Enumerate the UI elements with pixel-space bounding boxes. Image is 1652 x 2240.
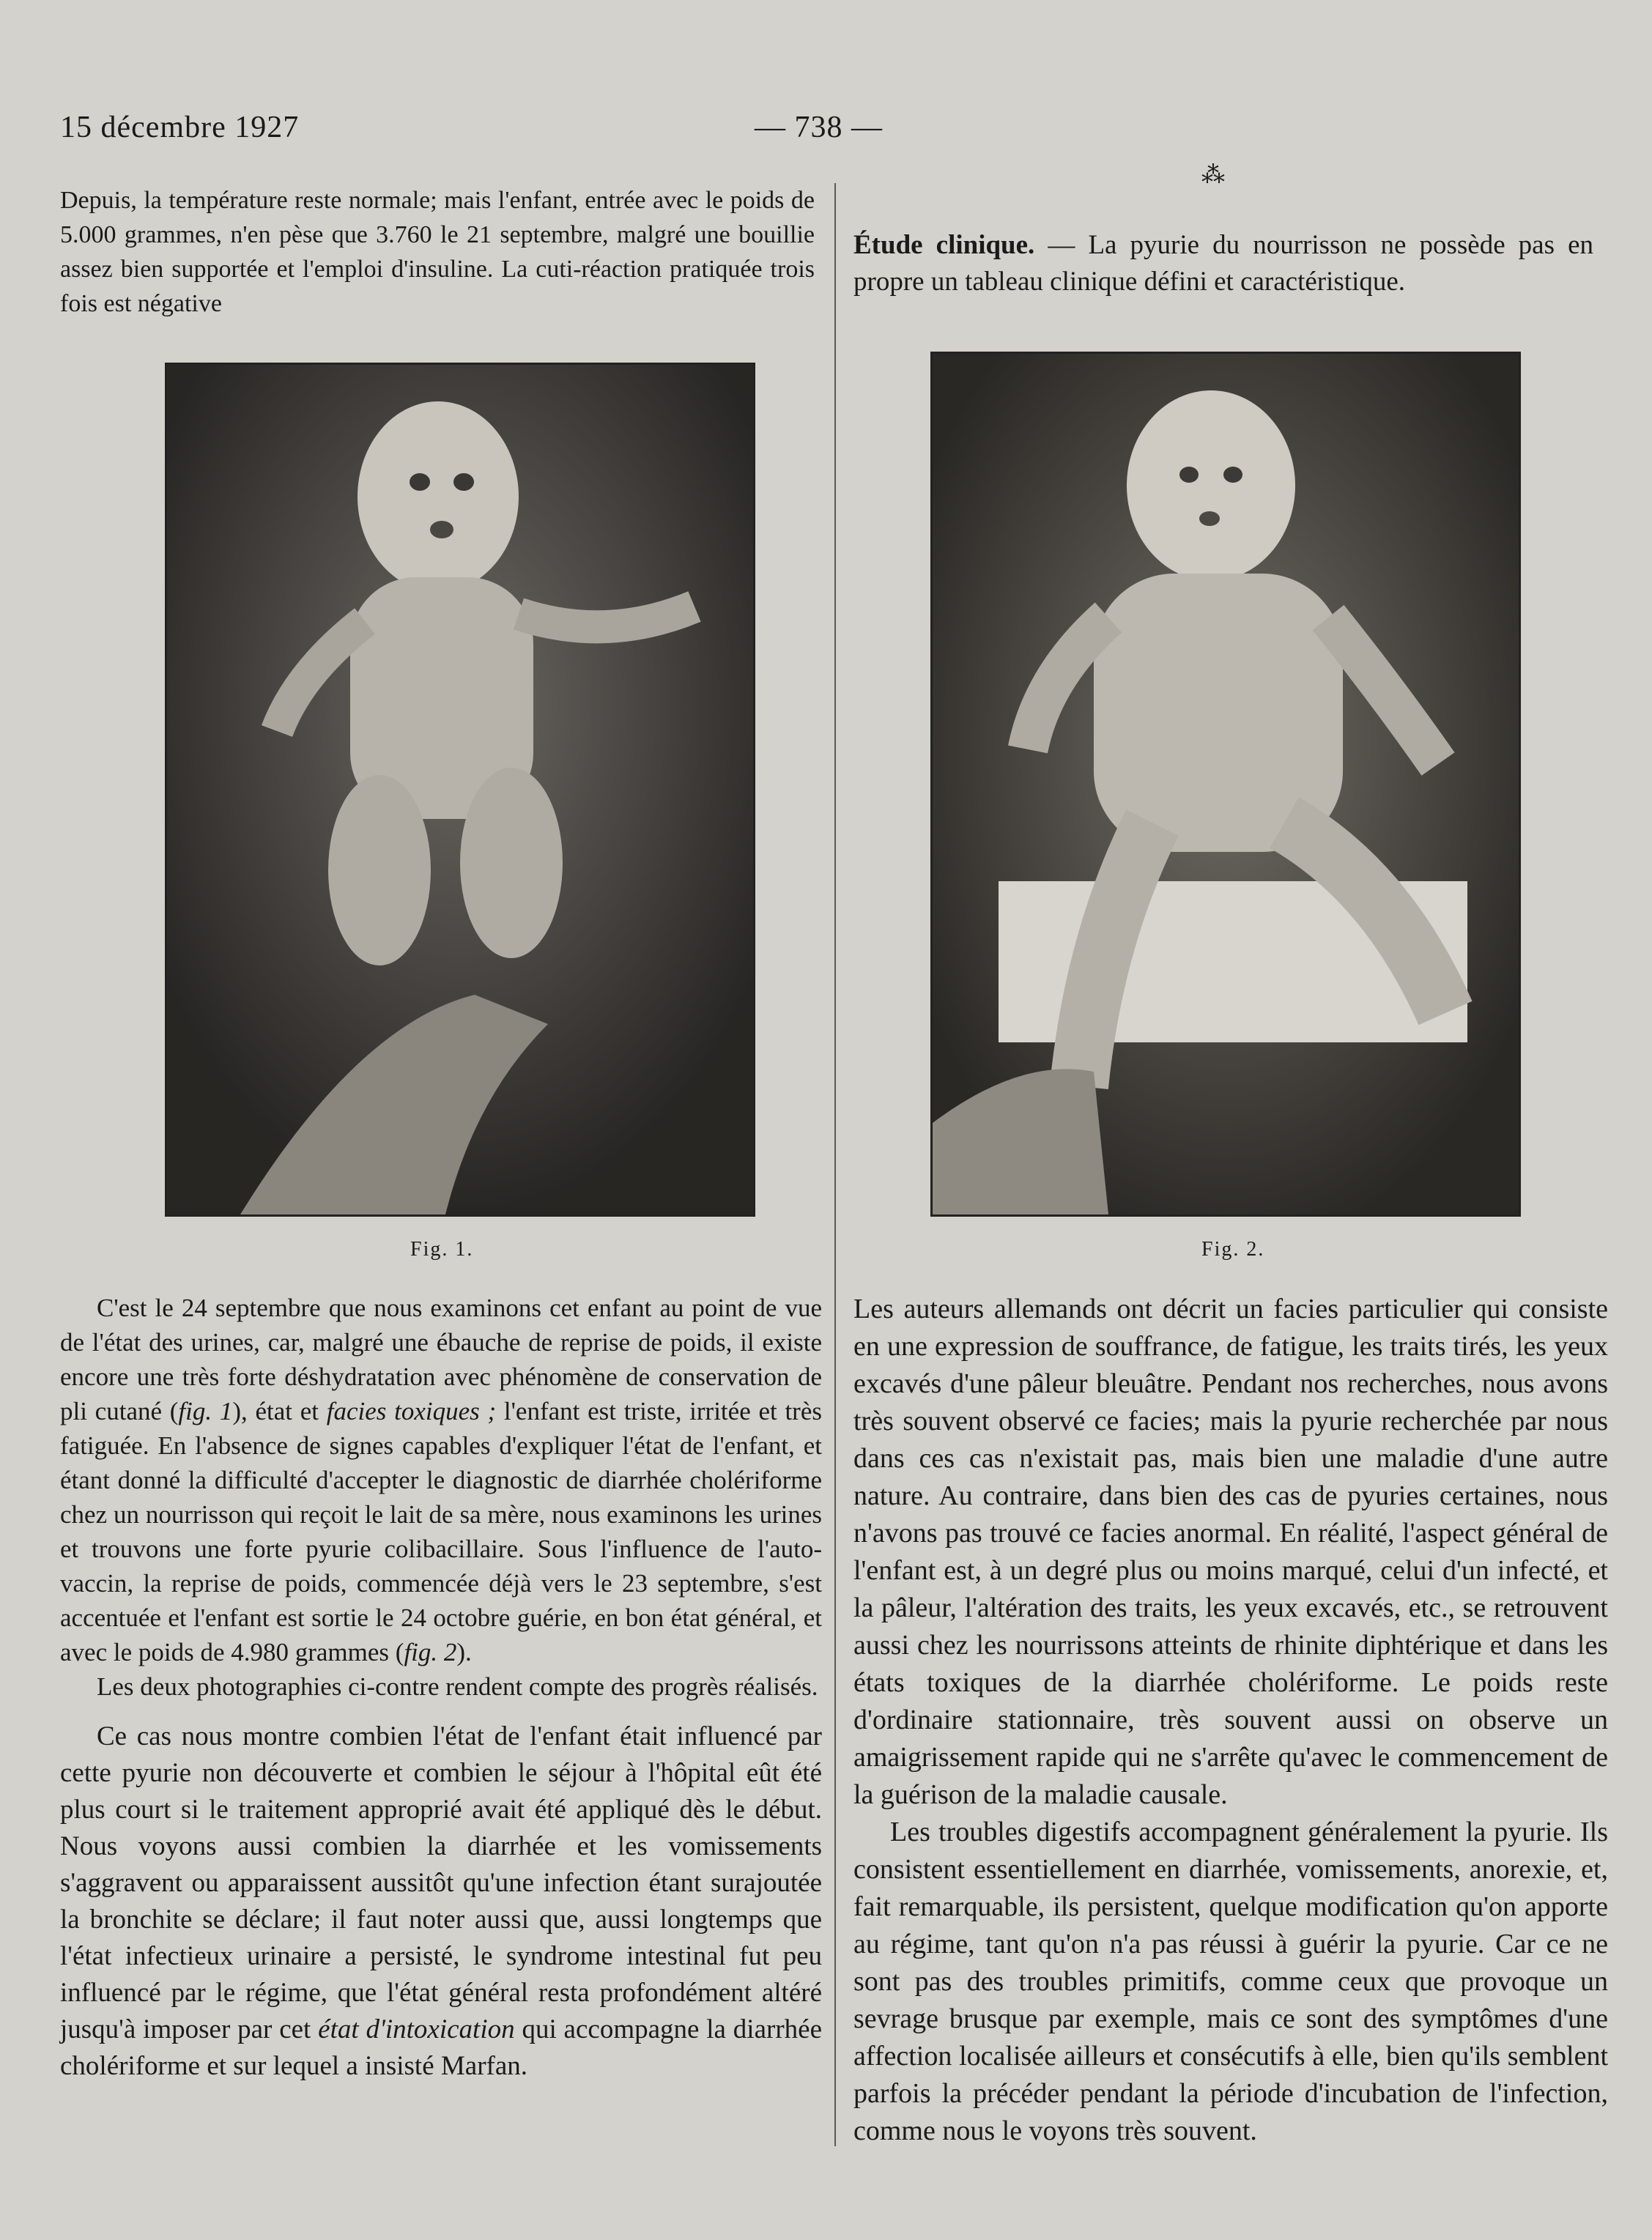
paragraph-text: ), état et xyxy=(232,1397,327,1425)
paragraph-text: — La pyurie du nourrisson ne possède pas en propre un tableau clinique défini et caractéristique. xyxy=(853,230,1593,297)
paragraph xyxy=(60,1291,822,1669)
italic-term: facies toxiques ; xyxy=(326,1397,497,1425)
paragraph-text: C'est le 24 septembre que nous examinons cet enfant au point de vue de l'état des urines, car, malgré une ébauche de reprise de poids, il existe encore une très forte déshydratation avec phénomène de conservation de pli cutané ( xyxy=(60,1294,822,1425)
asterism-ornament: ⁂ xyxy=(1201,161,1225,188)
left-column-intro xyxy=(60,183,815,321)
paragraph: Les deux photographies ci-contre rendent compte des progrès réalisés. xyxy=(97,1672,818,1701)
infant-photo-1 xyxy=(167,365,753,1214)
right-column-intro xyxy=(853,227,1593,300)
figure-reference: fig. 1 xyxy=(178,1397,233,1425)
paragraph: Les auteurs allemands ont décrit un facies particulier qui consiste en une expression de souffrance, de fatigue, les traits tirés, les yeux excavés d'une pâleur bleuâtre. Pendant nos recherches, nous avons très souvent observé ce facies; mais la pyurie recherchée par nous dans ces cas n'existait pas, mais bien une maladie d'une autre nature. Au contraire, dans bien des cas de pyuries certaines, nous n'avons pas trouvé ce facies anormal. En réalité, l'aspect général de l'enfant est, à un degré plus ou moins marqué, celui d'un infecté, et la pâleur, l'altération des traits, les yeux excavés, etc., se retrouvent aussi chez les nourrissons atteints de rhinite diphtérique et dans les états toxiques de la diarrhée cholériforme. Le poids reste d'ordinaire stationnaire, très souvent aussi on observe un amaigrissement rapide qui ne s'arrête qu'avec le commencement de la guérison de la maladie causale. xyxy=(853,1294,1608,1810)
paragraph-text: ). xyxy=(456,1638,472,1666)
paragraph: Les troubles digestifs accompagnent généralement la pyurie. Ils consistent essentiellement en diarrhée, vomissements, anorexie, et, fait remarquable, ils persistent, quelque modification qu'on apporte au régime, tant qu'on n'a pas réussi à guérir la pyurie. Car ce ne sont pas des troubles primitifs, comme ceux que provoque un sevrage brusque par exemple, mais ce sont des symptômes d'une affection localisée ailleurs et consécutifs à elle, bien qu'ils semblent parfois la précéder pendant la période d'incubation de l'infection, comme nous le voyons très souvent. xyxy=(853,1817,1608,2146)
figure-1-photo xyxy=(165,363,755,1217)
paragraph xyxy=(60,1718,822,2085)
paragraph-text: l'enfant est triste, irritée et très fatiguée. En l'absence de signes capables d'expliquer l'état de l'enfant, et étant donné la difficulté d'accepter le diagnostic de diarrhée cholériforme chez un nourrisson qui reçoit le lait de sa mère, nous examinons les urines et trouvons une forte pyurie colibacillaire. Sous l'influence de l'auto-vaccin, la reprise de poids, commencée déjà vers le 23 septembre, s'est accentuée et l'enfant est sortie le 24 octobre guérie, en bon état général, et avec le poids de 4.980 grammes ( xyxy=(60,1397,822,1666)
figure-2-caption: Fig. 2. xyxy=(1201,1238,1265,1261)
paragraph: Depuis, la température reste normale; mais l'enfant, entrée avec le poids de 5.000 grammes, n'en pèse que 3.760 le 21 septembre, malgré une bouillie assez bien supportée et l'emploi d'insuline. La cuti-réaction pratiquée trois fois est négative xyxy=(60,187,815,317)
column-divider xyxy=(834,183,836,2146)
infant-photo-2 xyxy=(933,354,1519,1214)
italic-term: état d'intoxication xyxy=(318,2014,515,2044)
issue-date: 15 décembre 1927 xyxy=(60,111,300,144)
paragraph xyxy=(853,227,1593,300)
paragraph-text: qui accompagne la diarrhée cholériforme et sur lequel a insisté Marfan. xyxy=(60,2014,822,2081)
page-number: — 738 — xyxy=(755,111,883,144)
left-column-body xyxy=(60,1291,822,2085)
paragraph-text: Ce cas nous montre combien l'état de l'enfant était influencé par cette pyurie non découverte et combien le séjour à l'hôpital eût été plus court si le traitement approprié avait été appliqué dès le début. Nous voyons aussi combien la diarrhée et les vomissements s'aggravent ou apparaissent aussitôt qu'une infection étant surajoutée la bronchite se déclare; il faut noter aussi que, aussi longtemps que l'état infectieux urinaire a persisté, le syndrome intestinal fut peu influencé par le régime, que l'état général resta profondément altéré jusqu'à imposer par cet xyxy=(60,1721,822,2044)
section-heading: Étude clinique. xyxy=(853,230,1035,260)
figure-1-caption: Fig. 1. xyxy=(410,1238,474,1261)
figure-reference: fig. 2 xyxy=(404,1638,457,1666)
right-column-body xyxy=(853,1291,1608,2150)
figure-2-photo xyxy=(930,352,1521,1217)
